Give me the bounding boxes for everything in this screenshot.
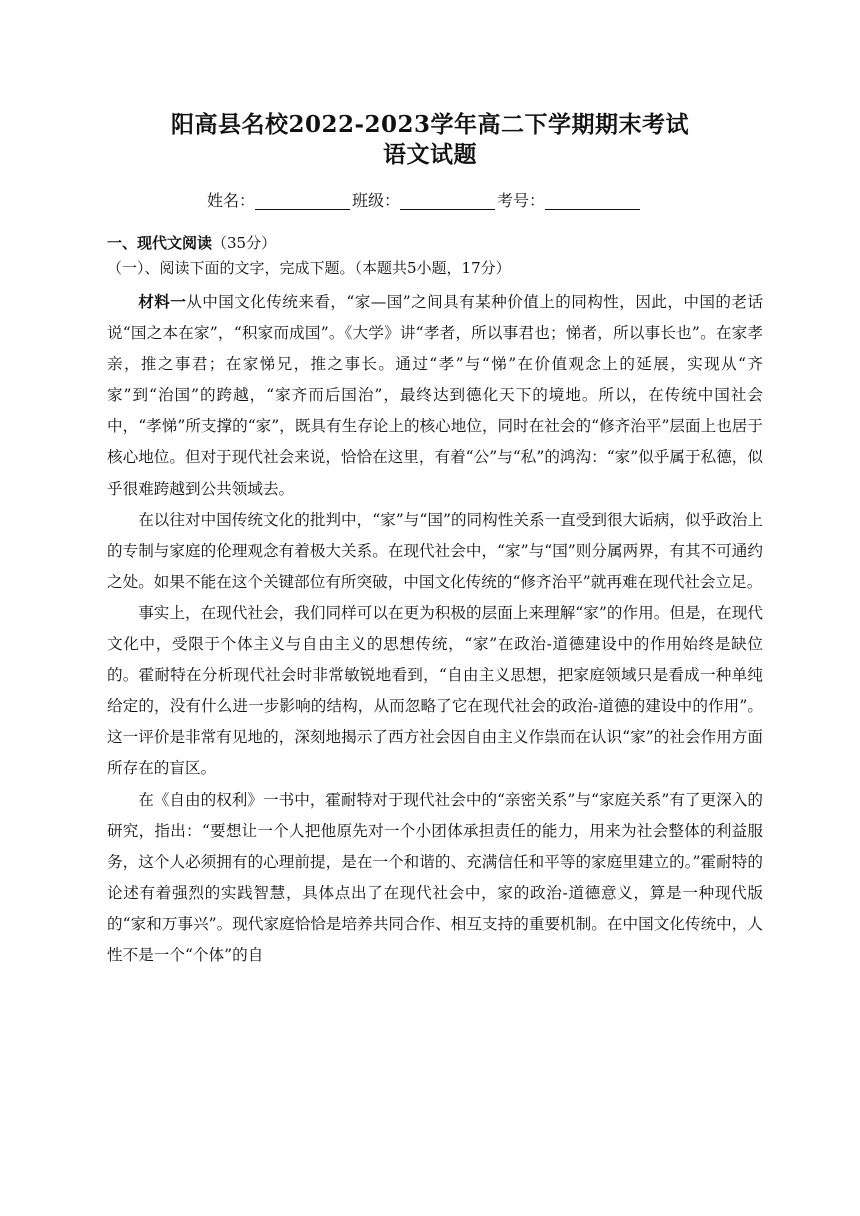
name-label: 姓名： xyxy=(207,191,256,210)
student-info-row xyxy=(207,188,667,211)
paragraph-4: 在《自由的权利》一书中，霍耐特对于现代社会中的“亲密关系”与“家庭关系”有了更深入的研究，指出：“要想让一个人把他原先对一个小团体承担责任的能力，用来为社会整体的利益服务，这个人必须拥有的心理前提，是在一个和谐的、充满信任和平等的家庭里建立的。”霍耐特的论述有着强烈的实践智慧，具体点出了在现代社会中，家的政治-道德意义，算是一种现代版的“家和万事兴”。现代家庭恰恰是培养共同合作、相互支持的重要机制。在中国文化传统中，人性不是一个“个体”的自 xyxy=(107,790,763,964)
paragraph-2: 在以往对中国传统文化的批判中，“家”与“国”的同构性关系一直受到很大诟病，似乎政治上的专制与家庭的伦理观念有着极大关系。在现代社会中，“家”与“国”则分属两界，有其不可通约之处。如果不能在这个关键部位有所突破，中国文化传统的“修齐治平”就再难在现代社会立足。 xyxy=(107,510,763,591)
section-score: （35分） xyxy=(212,234,277,252)
material-label: 材料一 xyxy=(138,292,187,311)
paragraph-3: 事实上，在现代社会，我们同样可以在更为积极的层面上来理解“家”的作用。但是，在现代文化中，受限于个体主义与自由主义的思想传统，“家”在政治-道德建设中的作用始终是缺位的。霍耐特在分析现代社会时非常敏锐地看到，“自由主义思想，把家庭领域只是看成一种单纯给定的，没有什么进一步影响的结构，从而忽略了它在现代社会的政治-道德的建设中的作用”。这一评价是非常有见地的，深刻地揭示了西方社会因自由主义作祟而在认识“家”的社会作用方面所存在的盲区。 xyxy=(107,603,763,778)
paragraph-1-text: 从中国文化传统来看，“家—国”之间具有某种价值上的同构性，因此，中国的老话说“国之本在家”，“积家而成国”。《大学》讲“孝者，所以事君也；悌者，所以事长也”。在家孝亲，推之事君；在家悌兄，推之事长。通过“孝”与“悌”在价值观念上的延展，实现从“齐家”到“治国”的跨越，“家齐而后国治”，最终达到德化天下的境地。所以，在传统中国社会中，“孝悌”所支撑的“家”，既具有生存论上的核心地位，同时在社会的“修齐治平”层面上也居于核心地位。但对于现代社会来说，恰恰在这里，有着“公”与“私”的鸿沟：“家”似乎属于私德，似乎很难跨越到公共领域去。 xyxy=(107,293,763,498)
number-label: 考号： xyxy=(497,191,546,210)
subject-title: 语文试题 xyxy=(383,141,477,168)
class-blank[interactable] xyxy=(400,193,495,210)
section-title: 一、现代文阅读 xyxy=(107,234,213,252)
section-heading xyxy=(107,232,276,253)
exam-title: 阳高县名校2022-2023学年高二下学期期末考试 xyxy=(170,111,690,138)
name-blank[interactable] xyxy=(255,193,350,210)
reading-passage xyxy=(107,286,763,971)
number-blank[interactable] xyxy=(545,193,640,210)
paragraph-1 xyxy=(107,286,763,505)
class-label: 班级： xyxy=(352,191,401,210)
section-subheading: （一）、阅读下面的文字，完成下题。（本题共5小题，17分） xyxy=(107,259,511,277)
